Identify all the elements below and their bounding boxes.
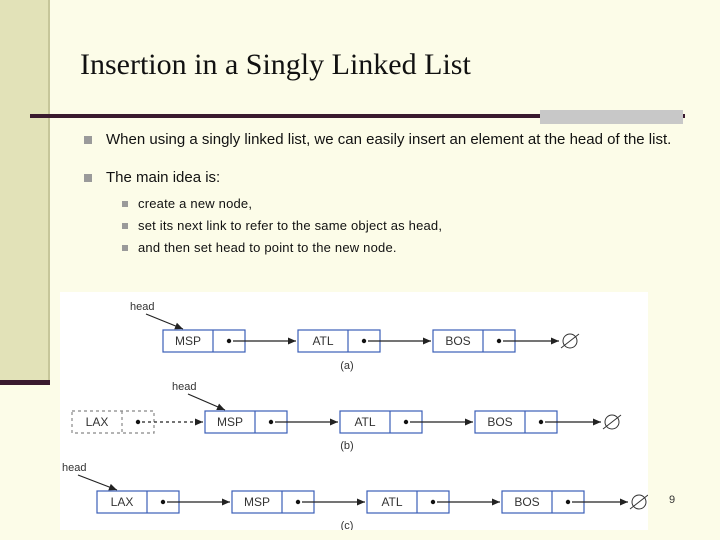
bullet-list [84,130,684,259]
sub-bullet-square-icon [122,201,128,207]
bullet-text: When using a singly linked list, we can easily insert an element at the head of the list. [106,131,672,148]
page-number: 9 [669,494,676,506]
node-element-label: BOS [514,495,540,509]
sub-bullet-item [118,237,684,259]
node-element-label: BOS [445,334,471,348]
new-node-link-arrow-head [195,419,203,426]
panel-caption: (c) [340,520,354,530]
sub-bullet-item [118,215,684,237]
next-link-arrow-head [357,499,365,506]
next-pointer-dot [136,420,140,424]
next-pointer-dot [362,339,366,343]
sub-bullet-square-icon [122,223,128,229]
null-link-arrow-head [593,419,601,426]
next-link-arrow-head [492,499,500,506]
node-box [298,330,380,352]
node-element-label: ATL [381,495,403,509]
bullet-item [84,130,684,149]
sub-bullet-text: create a new node, [138,196,253,211]
sub-bullet-text: set its next link to refer to the same object as head, [138,218,443,233]
next-pointer-dot [161,500,165,504]
next-pointer-dot [431,500,435,504]
panel-caption: (b) [340,440,354,452]
next-pointer-dot [227,339,231,343]
bullet-item [84,168,684,259]
next-link-arrow-head [288,338,296,345]
next-pointer-dot [404,420,408,424]
bullet-square-icon [84,136,92,144]
node-element-label: MSP [216,415,244,429]
slide-title: Insertion in a Singly Linked List [80,48,471,81]
head-label: head [62,462,87,474]
sub-bullet-square-icon [122,245,128,251]
linked-list-diagram-svg [60,292,648,530]
next-pointer-dot [296,500,300,504]
node-box [367,491,449,513]
node-element-label: ATL [312,334,334,348]
node-element-label: MSP [243,495,271,509]
linked-list-diagram [60,292,648,530]
node-element-label: LAX [85,415,109,429]
node-box [97,491,179,513]
node-element-label: LAX [110,495,134,509]
node-box [340,411,422,433]
node-element-label: MSP [174,334,202,348]
node-element-label: BOS [487,415,513,429]
null-icon-slash [630,495,648,509]
next-pointer-dot [539,420,543,424]
new-node-box [72,411,154,433]
title-underline-accent [540,110,683,124]
null-icon-slash [603,415,621,429]
head-label: head [130,301,155,313]
next-link-arrow-head [222,499,230,506]
next-pointer-dot [566,500,570,504]
null-icon-slash [561,334,579,348]
node-element-label: ATL [354,415,376,429]
panel-caption: (a) [340,360,354,372]
next-pointer-dot [269,420,273,424]
bullet-text: The main idea is: [106,169,221,186]
head-label: head [172,381,197,393]
next-link-arrow-head [465,419,473,426]
bullet-square-icon [84,174,92,182]
left-accent-bar-cap [0,380,50,385]
null-link-arrow-head [620,499,628,506]
head-pointer-arrow-head [108,484,117,491]
left-accent-bar [0,0,50,384]
next-link-arrow-head [423,338,431,345]
next-link-arrow-head [330,419,338,426]
sub-bullet-list [118,193,684,259]
null-link-arrow-head [551,338,559,345]
next-pointer-dot [497,339,501,343]
sub-bullet-item [118,193,684,215]
sub-bullet-text: and then set head to point to the new node. [138,240,397,255]
